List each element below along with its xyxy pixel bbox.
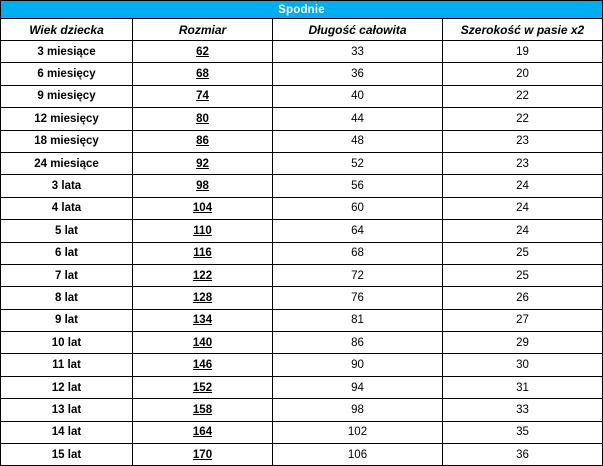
table-row <box>1 264 603 286</box>
cell-age: 6 miesięcy <box>1 63 133 85</box>
table-row <box>1 41 603 63</box>
cell-length: 56 <box>273 175 443 197</box>
cell-length: 98 <box>273 399 443 421</box>
cell-length: 76 <box>273 287 443 309</box>
table-row <box>1 63 603 85</box>
cell-age: 18 miesięcy <box>1 130 133 152</box>
cell-waist: 23 <box>443 130 603 152</box>
cell-length: 36 <box>273 63 443 85</box>
cell-size: 146 <box>133 354 273 376</box>
cell-age: 8 lat <box>1 287 133 309</box>
cell-age: 24 miesiące <box>1 152 133 174</box>
table-row <box>1 287 603 309</box>
cell-waist: 27 <box>443 309 603 331</box>
cell-age: 9 lat <box>1 309 133 331</box>
cell-size: 170 <box>133 444 273 466</box>
cell-size: 62 <box>133 41 273 63</box>
cell-length: 102 <box>273 421 443 443</box>
cell-size: 104 <box>133 197 273 219</box>
cell-size: 74 <box>133 85 273 107</box>
cell-waist: 22 <box>443 85 603 107</box>
size-table-body <box>1 1 603 466</box>
cell-waist: 24 <box>443 175 603 197</box>
table-row <box>1 108 603 130</box>
table-row <box>1 332 603 354</box>
table-row <box>1 152 603 174</box>
cell-age: 13 lat <box>1 399 133 421</box>
cell-length: 60 <box>273 197 443 219</box>
cell-size: 122 <box>133 264 273 286</box>
cell-length: 44 <box>273 108 443 130</box>
cell-length: 48 <box>273 130 443 152</box>
cell-size: 86 <box>133 130 273 152</box>
cell-waist: 26 <box>443 287 603 309</box>
table-row <box>1 354 603 376</box>
cell-waist: 24 <box>443 220 603 242</box>
cell-size: 158 <box>133 399 273 421</box>
cell-length: 52 <box>273 152 443 174</box>
table-row <box>1 175 603 197</box>
cell-length: 86 <box>273 332 443 354</box>
cell-size: 152 <box>133 376 273 398</box>
cell-age: 9 miesięcy <box>1 85 133 107</box>
cell-length: 94 <box>273 376 443 398</box>
cell-waist: 22 <box>443 108 603 130</box>
cell-size: 98 <box>133 175 273 197</box>
cell-waist: 36 <box>443 444 603 466</box>
cell-age: 10 lat <box>1 332 133 354</box>
cell-length: 33 <box>273 41 443 63</box>
cell-size: 110 <box>133 220 273 242</box>
column-header-age: Wiek dziecka <box>1 19 133 41</box>
cell-waist: 24 <box>443 197 603 219</box>
table-title-row <box>1 1 603 19</box>
table-row <box>1 399 603 421</box>
cell-size: 128 <box>133 287 273 309</box>
table-row <box>1 309 603 331</box>
cell-age: 12 lat <box>1 376 133 398</box>
cell-size: 164 <box>133 421 273 443</box>
cell-age: 15 lat <box>1 444 133 466</box>
table-row <box>1 376 603 398</box>
cell-age: 12 miesięcy <box>1 108 133 130</box>
cell-waist: 25 <box>443 242 603 264</box>
cell-age: 7 lat <box>1 264 133 286</box>
cell-length: 72 <box>273 264 443 286</box>
cell-age: 11 lat <box>1 354 133 376</box>
cell-age: 3 miesiące <box>1 41 133 63</box>
table-row <box>1 220 603 242</box>
cell-length: 68 <box>273 242 443 264</box>
cell-size: 116 <box>133 242 273 264</box>
cell-length: 106 <box>273 444 443 466</box>
cell-size: 92 <box>133 152 273 174</box>
cell-length: 64 <box>273 220 443 242</box>
table-row <box>1 130 603 152</box>
cell-size: 134 <box>133 309 273 331</box>
cell-waist: 29 <box>443 332 603 354</box>
cell-length: 81 <box>273 309 443 331</box>
cell-waist: 33 <box>443 399 603 421</box>
cell-size: 80 <box>133 108 273 130</box>
table-row <box>1 197 603 219</box>
cell-size: 140 <box>133 332 273 354</box>
cell-age: 14 lat <box>1 421 133 443</box>
column-header-size: Rozmiar <box>133 19 273 41</box>
table-row <box>1 85 603 107</box>
table-title: Spodnie <box>1 1 603 19</box>
table-row <box>1 444 603 466</box>
column-header-length: Długość całowita <box>273 19 443 41</box>
cell-waist: 23 <box>443 152 603 174</box>
column-header-waist: Szerokość w pasie x2 <box>443 19 603 41</box>
cell-waist: 25 <box>443 264 603 286</box>
cell-length: 90 <box>273 354 443 376</box>
table-row <box>1 421 603 443</box>
cell-waist: 31 <box>443 376 603 398</box>
cell-length: 40 <box>273 85 443 107</box>
cell-age: 5 lat <box>1 220 133 242</box>
cell-waist: 19 <box>443 41 603 63</box>
table-row <box>1 242 603 264</box>
cell-age: 3 lata <box>1 175 133 197</box>
cell-waist: 20 <box>443 63 603 85</box>
cell-waist: 30 <box>443 354 603 376</box>
table-header-row <box>1 19 603 41</box>
cell-waist: 35 <box>443 421 603 443</box>
cell-age: 4 lata <box>1 197 133 219</box>
cell-age: 6 lat <box>1 242 133 264</box>
cell-size: 68 <box>133 63 273 85</box>
